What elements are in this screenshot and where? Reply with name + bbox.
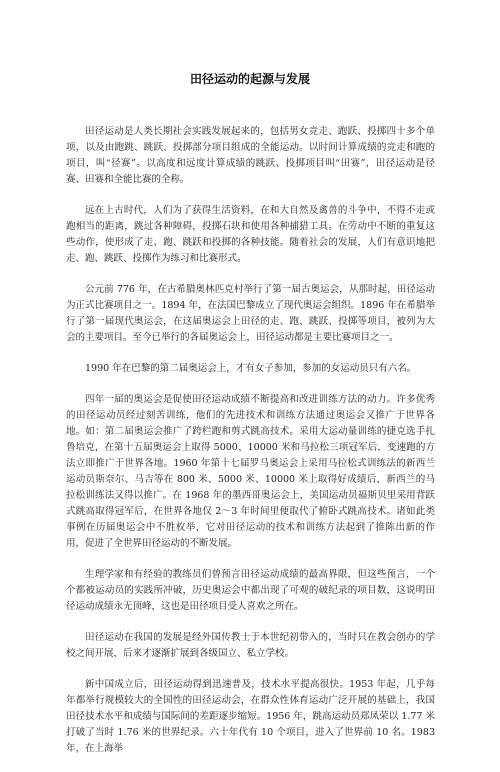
paragraph-new-china: 新中国成立后，田径运动得到迅速普及，技术水平提高很快。1953 年起，几乎每年都举行规模较大的全国性的田径运动会，在群众性体育运动广泛开展的基础上，我国田径技术水平和成绩与国际间的差距逐步缩短。1956 年，跳高运动员郑凤荣以 1.77 米打破了当时 1.76 米的世界纪录。六十年代有 10 个项目，进入了世界前 10 名。1983 年，在上海举 [66, 679, 435, 754]
document-body [66, 124, 435, 772]
paragraph-olympic-influence: 四年一届的奥运会是促使田径运动成绩不断提高和改进训练方法的动力。许多优秀的田径运动员经过刻苦训练，他们的先进技术和训练方法通过奥运会又推广于世界各地。如：第二届奥运会推广了跨栏跑和剪式跳高技术。采用大运动量训练的捷克选手扎鲁培克，在第十五届奥运会上取得 5000、10000 米和马拉松三项冠军后，变速跑的方法立即推广于世界各地。1960 年第十七届罗马奥运会上采用马拉松式训练法的新西兰运动员斯奈尔、马吉等在 800 米、5000 米、10000 米上取得好成绩后，新西兰的马拉松训练法又得以推广。在 1968 年的墨西哥奥运会上，美国运动员福斯贝里采用背跃式跳高取得冠军后，在世界各地仅 2～3 年时间里便取代了俯卧式跳高技术。诸如此类事例在历届奥运会中不胜枚举，它对田径运动的技术和训练方法起到了推陈出新的作用，促进了全世界田径运动的不断发展。 [66, 394, 435, 549]
paragraph-definition: 田径运动是人类长期社会实践发展起来的，包括男女竞走、跑跃、投掷四十多个单项，以及由跑跳、跳跃、投掷部分项目组成的全能运动。以时间计算成绩的竞走和跑的项目，叫“径赛”。以高度和远度计算成绩的跳跃、投掷项目叫“田赛”，田径运动是径赛、田赛和全能比赛的全称。 [66, 126, 435, 185]
document-title: 田径运动的起源与发展 [189, 72, 310, 86]
paragraph-olympic-history: 公元前 776 年，在古希腊奥林匹克村举行了第一届古奥运会，从那时起，田径运动为正式比赛项目之一。1894 年，在法国巴黎成立了现代奥运会组织。1896 年在希腊举行了第一届现代奥运会，在这届奥运会上田径的走、跑、跳跃、投掷等项目，被列为大会的主要项目。至今已举行的各届奥运会上，田径运动都是主要比赛项目之一。 [66, 284, 435, 343]
paragraph-ancient-origins: 远在上古时代，人们为了获得生活资料，在和大自然及禽兽的斗争中，不得不走或跑相当的距离，跳过各种障碍，投掷石块和使用各种捕猎工具。在劳动中不断的重复这些动作，使形成了走、跑、跳跃和投掷的各种技能。随着社会的发展，人们有意识地把走、跑、跳跃、投掷作为练习和比赛形式。 [66, 205, 435, 264]
paragraph-women-participation: 1990 年在巴黎的第二届奥运会上，才有女子参加，参加的女运动员只有六名。 [85, 363, 417, 374]
paragraph-china-introduction: 田径运动在我国的发展是经外国传教士于本世纪初带入的，当时只在教会创办的学校之间开展，后来才逐渐扩展到各级国立、私立学校。 [66, 632, 435, 659]
paragraph-record-limits: 生理学家和有经验的教练员们曾预言田径运动成绩的最高界限，但这些预言，一个个都被运动员的实践所冲破，历史奥运会中都出现了可观的破纪录的项目数，这说明田径运动成绩永无顶峰，这也是田径项目受人喜欢之所在。 [66, 569, 435, 612]
